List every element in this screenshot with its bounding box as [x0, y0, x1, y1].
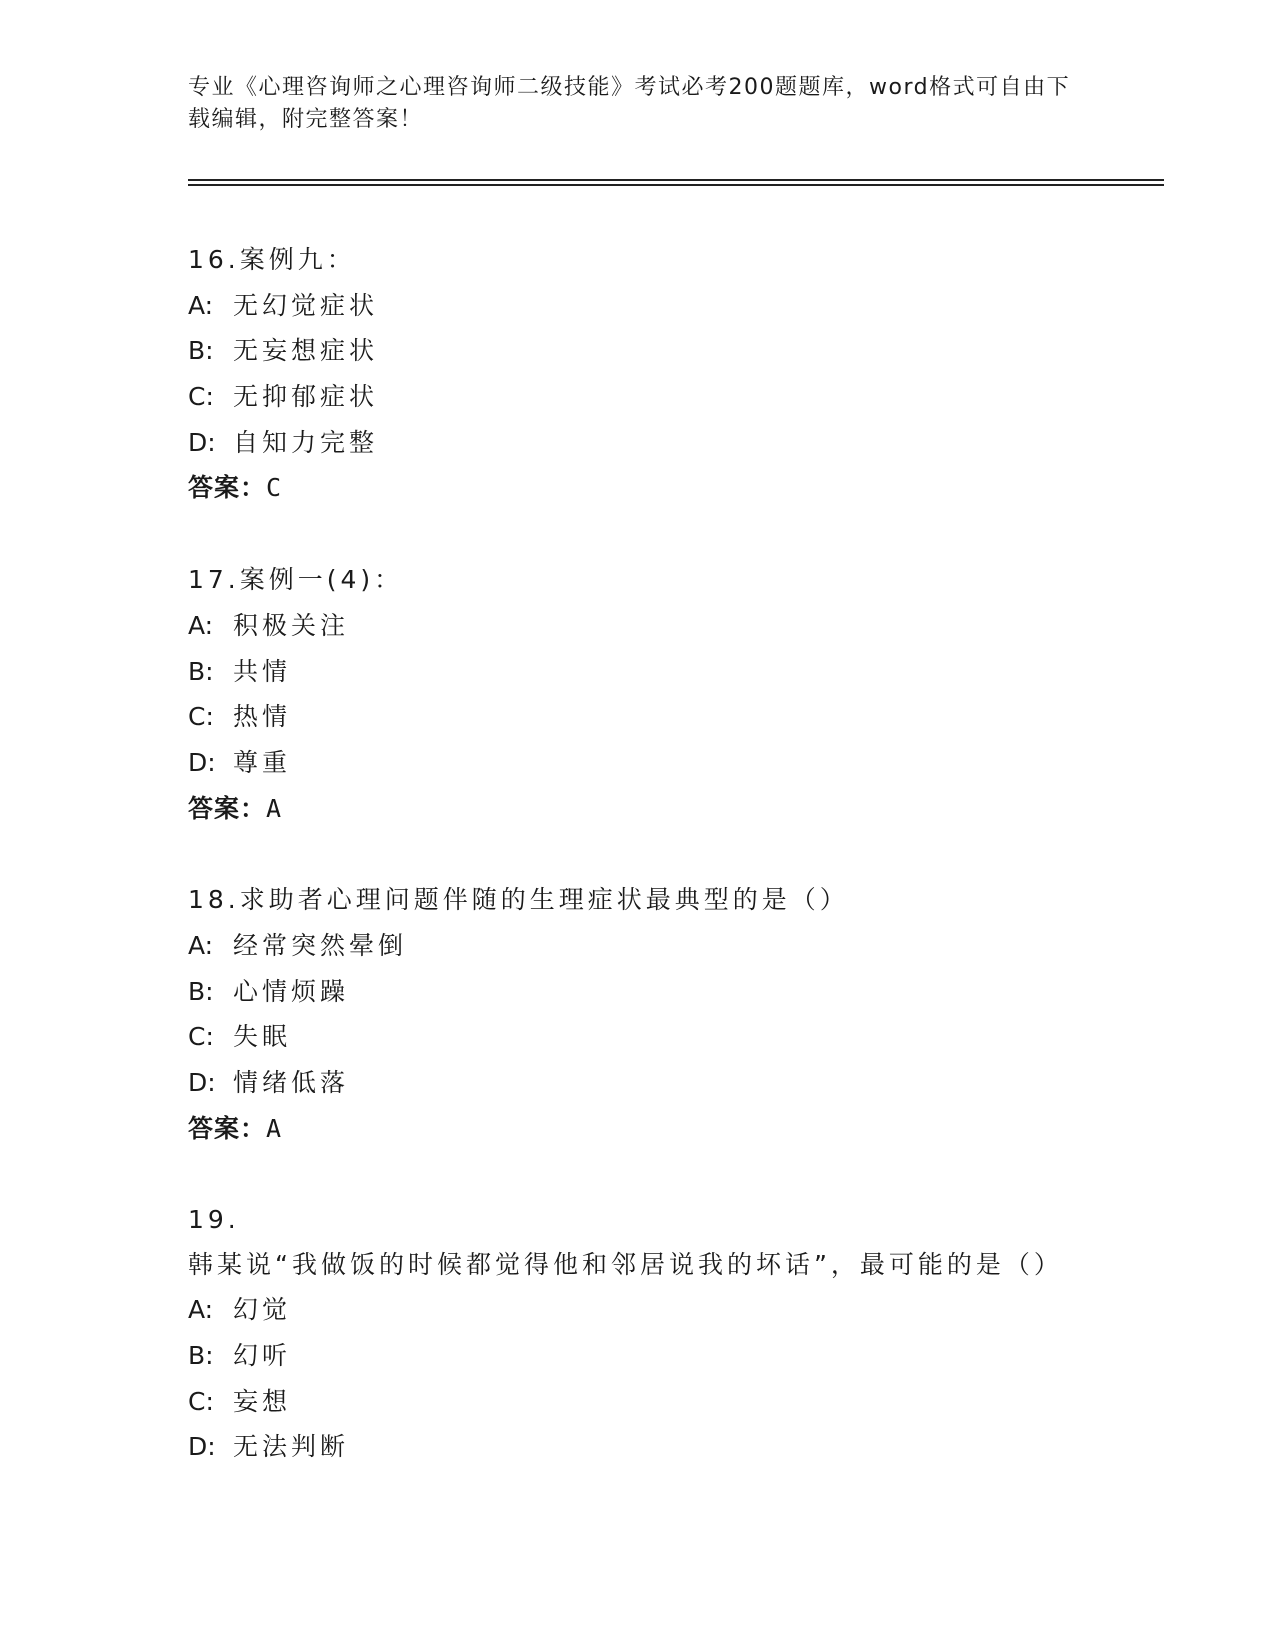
option-letter: B:: [188, 1341, 214, 1371]
question-16: [188, 237, 1108, 511]
answer-value: A: [266, 1113, 283, 1143]
option-d: [188, 1060, 1108, 1106]
option-letter: B:: [188, 656, 214, 686]
question-number: 16.: [188, 245, 240, 274]
option-b: [188, 1333, 1108, 1379]
option-letter: D:: [188, 1432, 216, 1462]
question-list: [188, 237, 1108, 1516]
option-text: 尊重: [233, 747, 292, 777]
option-letter: C:: [188, 1022, 214, 1052]
question-text: 案例一(4)：: [239, 565, 404, 595]
option-text: 心情烦躁: [233, 976, 350, 1006]
option-a: [188, 603, 1108, 649]
answer-line: [188, 465, 1108, 511]
answer-label: 答案：: [188, 1113, 267, 1143]
option-a: [188, 1287, 1108, 1333]
option-d: [188, 740, 1108, 786]
option-d: [188, 1424, 1108, 1470]
question-text: 韩某说“我做饭的时候都觉得他和邻居说我的坏话”，最可能的是（）: [188, 1250, 1063, 1280]
option-text: 情绪低落: [233, 1068, 350, 1097]
option-c: [188, 1014, 1108, 1060]
option-c: [188, 694, 1108, 740]
option-letter: B:: [188, 976, 214, 1006]
option-text: 失眠: [233, 1022, 292, 1052]
option-text: 幻听: [233, 1341, 292, 1371]
answer-label: 答案：: [188, 793, 267, 823]
option-c: [188, 374, 1108, 420]
option-a: [188, 923, 1108, 969]
question-text: 案例九：: [239, 245, 356, 274]
option-text: 经常突然晕倒: [233, 930, 408, 960]
document-header: 专业《心理咨询师之心理咨询师二级技能》考试必考200题题库，word格式可自由下载编辑，附完整答案！: [188, 75, 1071, 132]
answer-label: 答案：: [188, 473, 267, 503]
option-letter: D:: [188, 747, 216, 777]
option-text: 幻觉: [233, 1295, 292, 1325]
question-stem: [188, 877, 1108, 923]
question-18: [188, 877, 1108, 1151]
option-letter: A:: [188, 930, 214, 960]
answer-value: A: [266, 793, 283, 823]
question-text: 求助者心理问题伴随的生理症状最典型的是（）: [239, 885, 849, 915]
option-letter: D:: [188, 427, 216, 457]
option-a: [188, 283, 1108, 329]
question-number: 19.: [188, 1205, 240, 1235]
option-text: 无妄想症状: [233, 336, 379, 366]
option-text: 无抑郁症状: [233, 382, 379, 412]
option-letter: C:: [188, 702, 214, 732]
option-text: 无法判断: [233, 1432, 350, 1462]
option-d: [188, 420, 1108, 466]
option-letter: C:: [188, 1386, 214, 1416]
option-letter: A:: [188, 290, 214, 320]
question-17: [188, 557, 1108, 831]
option-b: [188, 328, 1108, 374]
option-letter: B:: [188, 336, 214, 366]
question-stem: [188, 1197, 1108, 1287]
header-divider-top: [188, 179, 1164, 181]
option-text: 积极关注: [233, 610, 350, 640]
option-text: 自知力完整: [233, 427, 379, 457]
question-number: 17.: [188, 565, 240, 595]
answer-value: C: [266, 473, 283, 503]
option-text: 共情: [233, 656, 292, 686]
header-divider-bottom: [188, 184, 1164, 186]
option-c: [188, 1379, 1108, 1425]
option-letter: A:: [188, 610, 214, 640]
option-letter: D:: [188, 1068, 216, 1097]
question-stem: [188, 557, 1108, 603]
question-stem: [188, 237, 1108, 283]
option-b: [188, 969, 1108, 1015]
option-letter: A:: [188, 1295, 214, 1325]
option-text: 妄想: [233, 1386, 292, 1416]
option-b: [188, 649, 1108, 695]
option-letter: C:: [188, 382, 214, 412]
option-text: 无幻觉症状: [233, 290, 379, 320]
answer-line: [188, 786, 1108, 832]
question-19: [188, 1197, 1108, 1470]
question-number: 18.: [188, 885, 240, 915]
option-text: 热情: [233, 702, 292, 732]
answer-line: [188, 1106, 1108, 1152]
